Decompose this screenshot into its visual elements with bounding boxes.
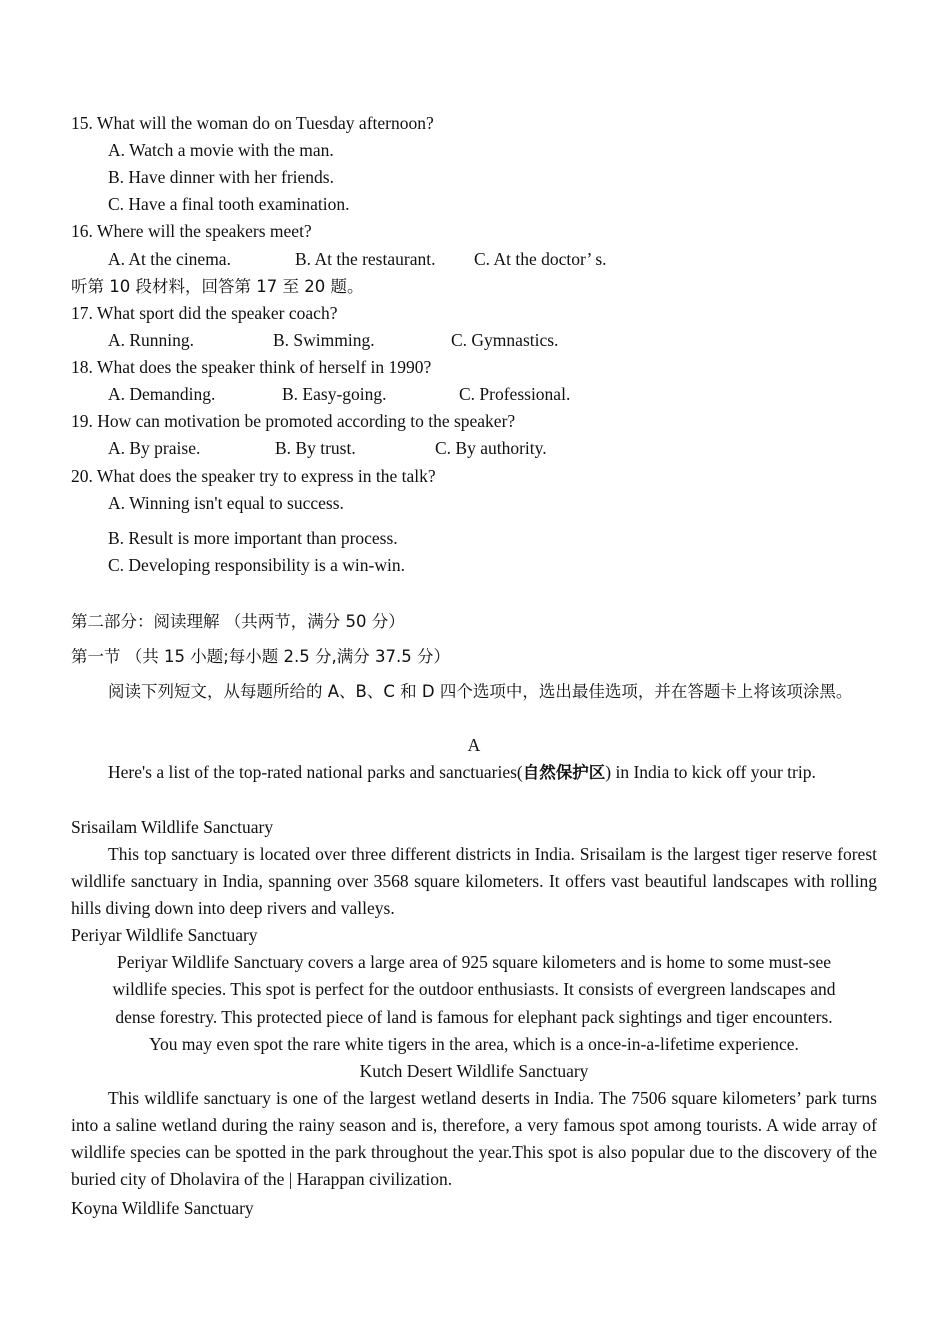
kutch-title: Kutch Desert Wildlife Sanctuary <box>359 1061 589 1081</box>
question-18-stem: 18. What does the speaker think of herself in 1990? <box>71 357 432 377</box>
question-17-option-b: B. Swimming. <box>273 330 375 350</box>
question-18-option-a: A. Demanding. <box>108 384 216 404</box>
question-17-stem: 17. What sport did the speaker coach? <box>71 303 338 323</box>
question-17-option-a: A. Running. <box>108 330 195 350</box>
passage-label: A <box>467 735 481 755</box>
srisailam-title: Srisailam Wildlife Sanctuary <box>71 817 274 837</box>
question-19-stem: 19. How can motivation be promoted according to the speaker? <box>71 411 516 431</box>
question-15-option-b: B. Have dinner with her friends. <box>108 167 334 187</box>
passage-intro-before: Here's a list of the top-rated national parks and sanctuaries( <box>108 762 523 782</box>
listening-instruction-10: 听第 10 段材料，回答第 17 至 20 题。 <box>71 277 364 296</box>
periyar-line: dense forestry. This protected piece of land is famous for elephant pack sightings and tiger encounters. <box>115 1007 833 1027</box>
passage-intro-after: ) in India to kick off your trip. <box>605 762 816 782</box>
reading-section-title: 第一节 （共 15 小题;每小题 2.5 分,满分 37.5 分） <box>71 647 450 666</box>
question-16-option-b: B. At the restaurant. <box>295 249 436 269</box>
reading-part-title: 第二部分：阅读理解 （共两节，满分 50 分） <box>71 612 405 631</box>
question-20-option-c: C. Developing responsibility is a win-win. <box>108 555 405 575</box>
periyar-title: Periyar Wildlife Sanctuary <box>71 925 258 945</box>
question-19-option-b: B. By trust. <box>275 438 356 458</box>
passage-intro <box>71 759 877 786</box>
question-15-stem: 15. What will the woman do on Tuesday afternoon? <box>71 113 434 133</box>
question-16-option-a: A. At the cinema. <box>108 249 231 269</box>
koyna-title: Koyna Wildlife Sanctuary <box>71 1198 254 1218</box>
question-19-option-c: C. By authority. <box>435 438 547 458</box>
question-15-option-a: A. Watch a movie with the man. <box>108 140 334 160</box>
periyar-line: You may even spot the rare white tigers in the area, which is a once-in-a-lifetime experience. <box>149 1034 799 1054</box>
kutch-paragraph: This wildlife sanctuary is one of the largest wetland deserts in India. The 7506 square kilometers’ park turns into a saline wetland during the rainy season and is, therefore, a very famous spot among tourists. A wide array of wildlife species can be spotted in the park throughout the year.This spot is also popular due to the discovery of the buried city of Dholavira of the | Harappan civilization. <box>71 1088 877 1189</box>
question-18-option-b: B. Easy-going. <box>282 384 387 404</box>
question-15-option-c: C. Have a final tooth examination. <box>108 194 350 214</box>
passage-intro-chinese-gloss: 自然保护区 <box>522 763 606 782</box>
reading-instruction: 阅读下列短文，从每题所给的 A、B、C 和 D 四个选项中，选出最佳选项，并在答题卡上将该项涂黑。 <box>108 682 853 701</box>
periyar-line: wildlife species. This spot is perfect for the outdoor enthusiasts. It consists of evergreen landscapes and <box>112 979 836 999</box>
question-19-option-a: A. By praise. <box>108 438 201 458</box>
question-16-stem: 16. Where will the speakers meet? <box>71 221 312 241</box>
srisailam-paragraph: This top sanctuary is located over three different districts in India. Srisailam is the largest tiger reserve forest wildlife sanctuary in India, spanning over 3568 square kilometers. It offers vast beautiful landscapes with rolling hills diving down into deep rivers and valleys. <box>71 844 877 918</box>
question-20-option-b: B. Result is more important than process. <box>108 528 398 548</box>
question-16-option-c: C. At the doctor’ s. <box>474 249 607 269</box>
question-17-option-c: C. Gymnastics. <box>451 330 559 350</box>
question-18-option-c: C. Professional. <box>459 384 571 404</box>
question-20-stem: 20. What does the speaker try to express in the talk? <box>71 466 436 486</box>
periyar-line: Periyar Wildlife Sanctuary covers a large area of 925 square kilometers and is home to some must-see <box>117 952 831 972</box>
question-20-option-a: A. Winning isn't equal to success. <box>108 493 344 513</box>
